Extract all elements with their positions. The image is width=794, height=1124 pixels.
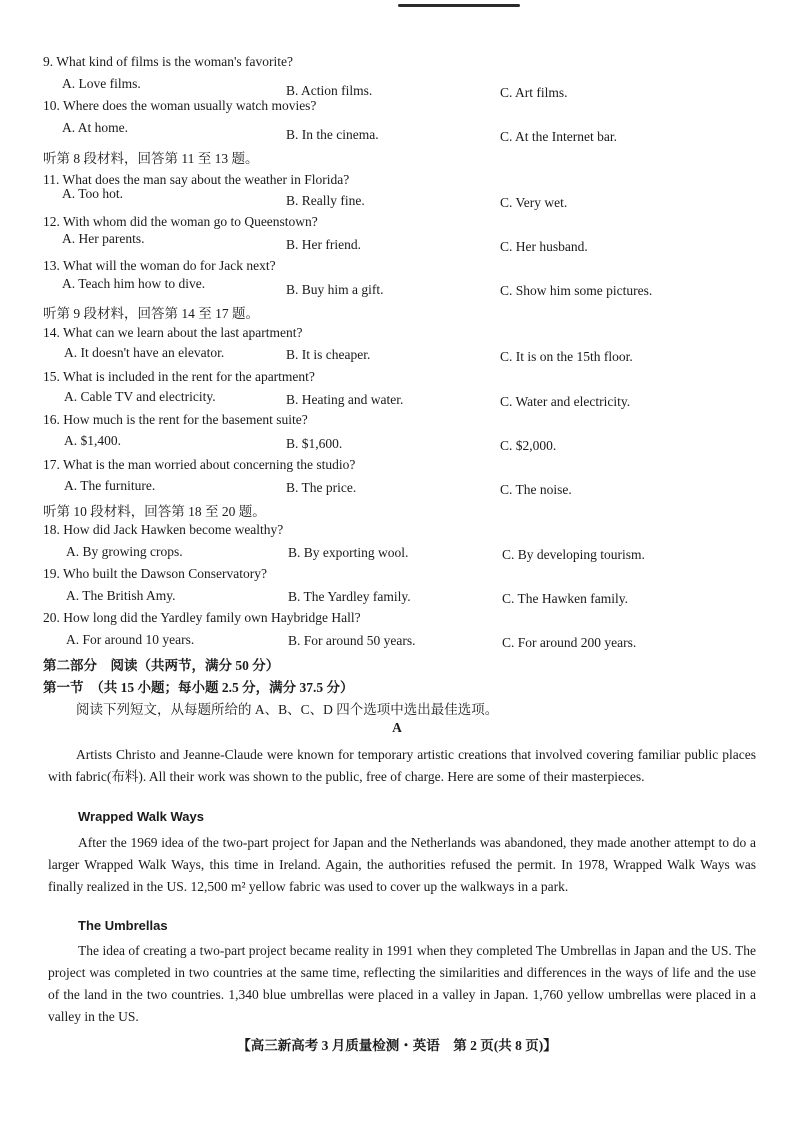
- question-18: 18. How did Jack Hawken become wealthy?: [43, 522, 284, 537]
- q12-option-c: C. Her husband.: [500, 239, 588, 254]
- question-15: 15. What is included in the rent for the apartment?: [43, 369, 315, 384]
- q11-option-a: A. Too hot.: [62, 186, 124, 201]
- question-11: 11. What does the man say about the weather in Florida?: [43, 172, 350, 187]
- question-19: 19. Who built the Dawson Conservatory?: [43, 566, 267, 581]
- question-14: 14. What can we learn about the last apartment?: [43, 325, 303, 340]
- q15-option-a: A. Cable TV and electricity.: [64, 389, 216, 404]
- q18-option-c: C. By developing tourism.: [502, 547, 645, 562]
- q19-option-a: A. The British Amy.: [66, 588, 176, 603]
- q14-option-c: C. It is on the 15th floor.: [500, 349, 633, 364]
- q17-option-b: B. The price.: [286, 480, 357, 495]
- q17-option-a: A. The furniture.: [64, 478, 156, 493]
- subheading-wrapped-walk-ways: Wrapped Walk Ways: [78, 809, 204, 824]
- question-20: 20. How long did the Yardley family own Haybridge Hall?: [43, 610, 361, 625]
- q10-option-a: A. At home.: [62, 120, 128, 135]
- reading-instruction: 阅读下列短文，从每题所给的 A、B、C、D 四个选项中选出最佳选项。: [76, 702, 499, 717]
- section-one-title: 第一节 （共 15 小题；每小题 2.5 分，满分 37.5 分）: [43, 680, 354, 695]
- q14-option-a: A. It doesn't have an elevator.: [64, 345, 225, 360]
- q16-option-b: B. $1,600.: [286, 436, 343, 451]
- q18-option-a: A. By growing crops.: [66, 544, 183, 559]
- q11-option-b: B. Really fine.: [286, 193, 365, 208]
- question-12: 12. With whom did the woman go to Queenstown?: [43, 214, 318, 229]
- q19-option-b: B. The Yardley family.: [288, 589, 411, 604]
- question-9: 9. What kind of films is the woman's favorite?: [43, 54, 294, 69]
- instruction-material-9: 听第 9 段材料，回答第 14 至 17 题。: [43, 306, 259, 321]
- q20-option-b: B. For around 50 years.: [288, 633, 416, 648]
- q12-option-b: B. Her friend.: [286, 237, 361, 252]
- q16-option-c: C. $2,000.: [500, 438, 557, 453]
- q10-option-b: B. In the cinema.: [286, 127, 379, 142]
- q18-option-b: B. By exporting wool.: [288, 545, 409, 560]
- instruction-material-8: 听第 8 段材料，回答第 11 至 13 题。: [43, 151, 259, 166]
- scan-top-mark: [398, 4, 520, 7]
- q13-option-b: B. Buy him a gift.: [286, 282, 384, 297]
- question-16: 16. How much is the rent for the basement suite?: [43, 412, 308, 427]
- q12-option-a: A. Her parents.: [62, 231, 145, 246]
- question-17: 17. What is the man worried about concerning the studio?: [43, 457, 356, 472]
- paragraph-the-umbrellas: The idea of creating a two-part project became reality in 1991 when they completed The Umbrellas in Japan and the US. The project was completed in two countries at the same time, reflecting the similarities and differences in the ways of life and the use of the land in the two countries. 1,340 blue umbrellas were placed in a valley in Japan. 1,760 yellow umbrellas were placed in a valley in the US.: [48, 943, 756, 1024]
- q14-option-b: B. It is cheaper.: [286, 347, 371, 362]
- paragraph-wrapped-walk-ways: After the 1969 idea of the two-part project for Japan and the Netherlands was abandoned, they made another attempt to do a larger Wrapped Walk Ways, this time in Ireland. Again, the authorities refused the permit. In 1978, Wrapped Walk Ways was finally realized in the US. 12,500 m² yellow fabric was used to cover up the walkways in a park.: [48, 835, 756, 894]
- passage-label: A: [392, 720, 402, 735]
- q20-option-c: C. For around 200 years.: [502, 635, 637, 650]
- q11-option-c: C. Very wet.: [500, 195, 568, 210]
- q9-option-c: C. Art films.: [500, 85, 568, 100]
- instruction-material-10: 听第 10 段材料，回答第 18 至 20 题。: [43, 504, 266, 519]
- q15-option-b: B. Heating and water.: [286, 392, 404, 407]
- q9-option-a: A. Love films.: [62, 76, 141, 91]
- q13-option-a: A. Teach him how to dive.: [62, 276, 206, 291]
- q17-option-c: C. The noise.: [500, 482, 572, 497]
- q16-option-a: A. $1,400.: [64, 433, 121, 448]
- subheading-the-umbrellas: The Umbrellas: [78, 918, 168, 933]
- question-10: 10. Where does the woman usually watch movies?: [43, 98, 317, 113]
- question-13: 13. What will the woman do for Jack next?: [43, 258, 276, 273]
- q15-option-c: C. Water and electricity.: [500, 394, 631, 409]
- q9-option-b: B. Action films.: [286, 83, 373, 98]
- page-footer: 【高三新高考 3 月质量检测・英语 第 2 页(共 8 页)】: [237, 1038, 557, 1053]
- part-two-title: 第二部分 阅读（共两节，满分 50 分）: [43, 658, 280, 673]
- q10-option-c: C. At the Internet bar.: [500, 129, 617, 144]
- q20-option-a: A. For around 10 years.: [66, 632, 195, 647]
- passage-intro: Artists Christo and Jeanne-Claude were known for temporary artistic creations that involved covering familiar public places with fabric(布料). All their work was shown to the public, free of charge. Here are some of their masterpieces.: [48, 747, 756, 784]
- q19-option-c: C. The Hawken family.: [502, 591, 628, 606]
- q13-option-c: C. Show him some pictures.: [500, 283, 653, 298]
